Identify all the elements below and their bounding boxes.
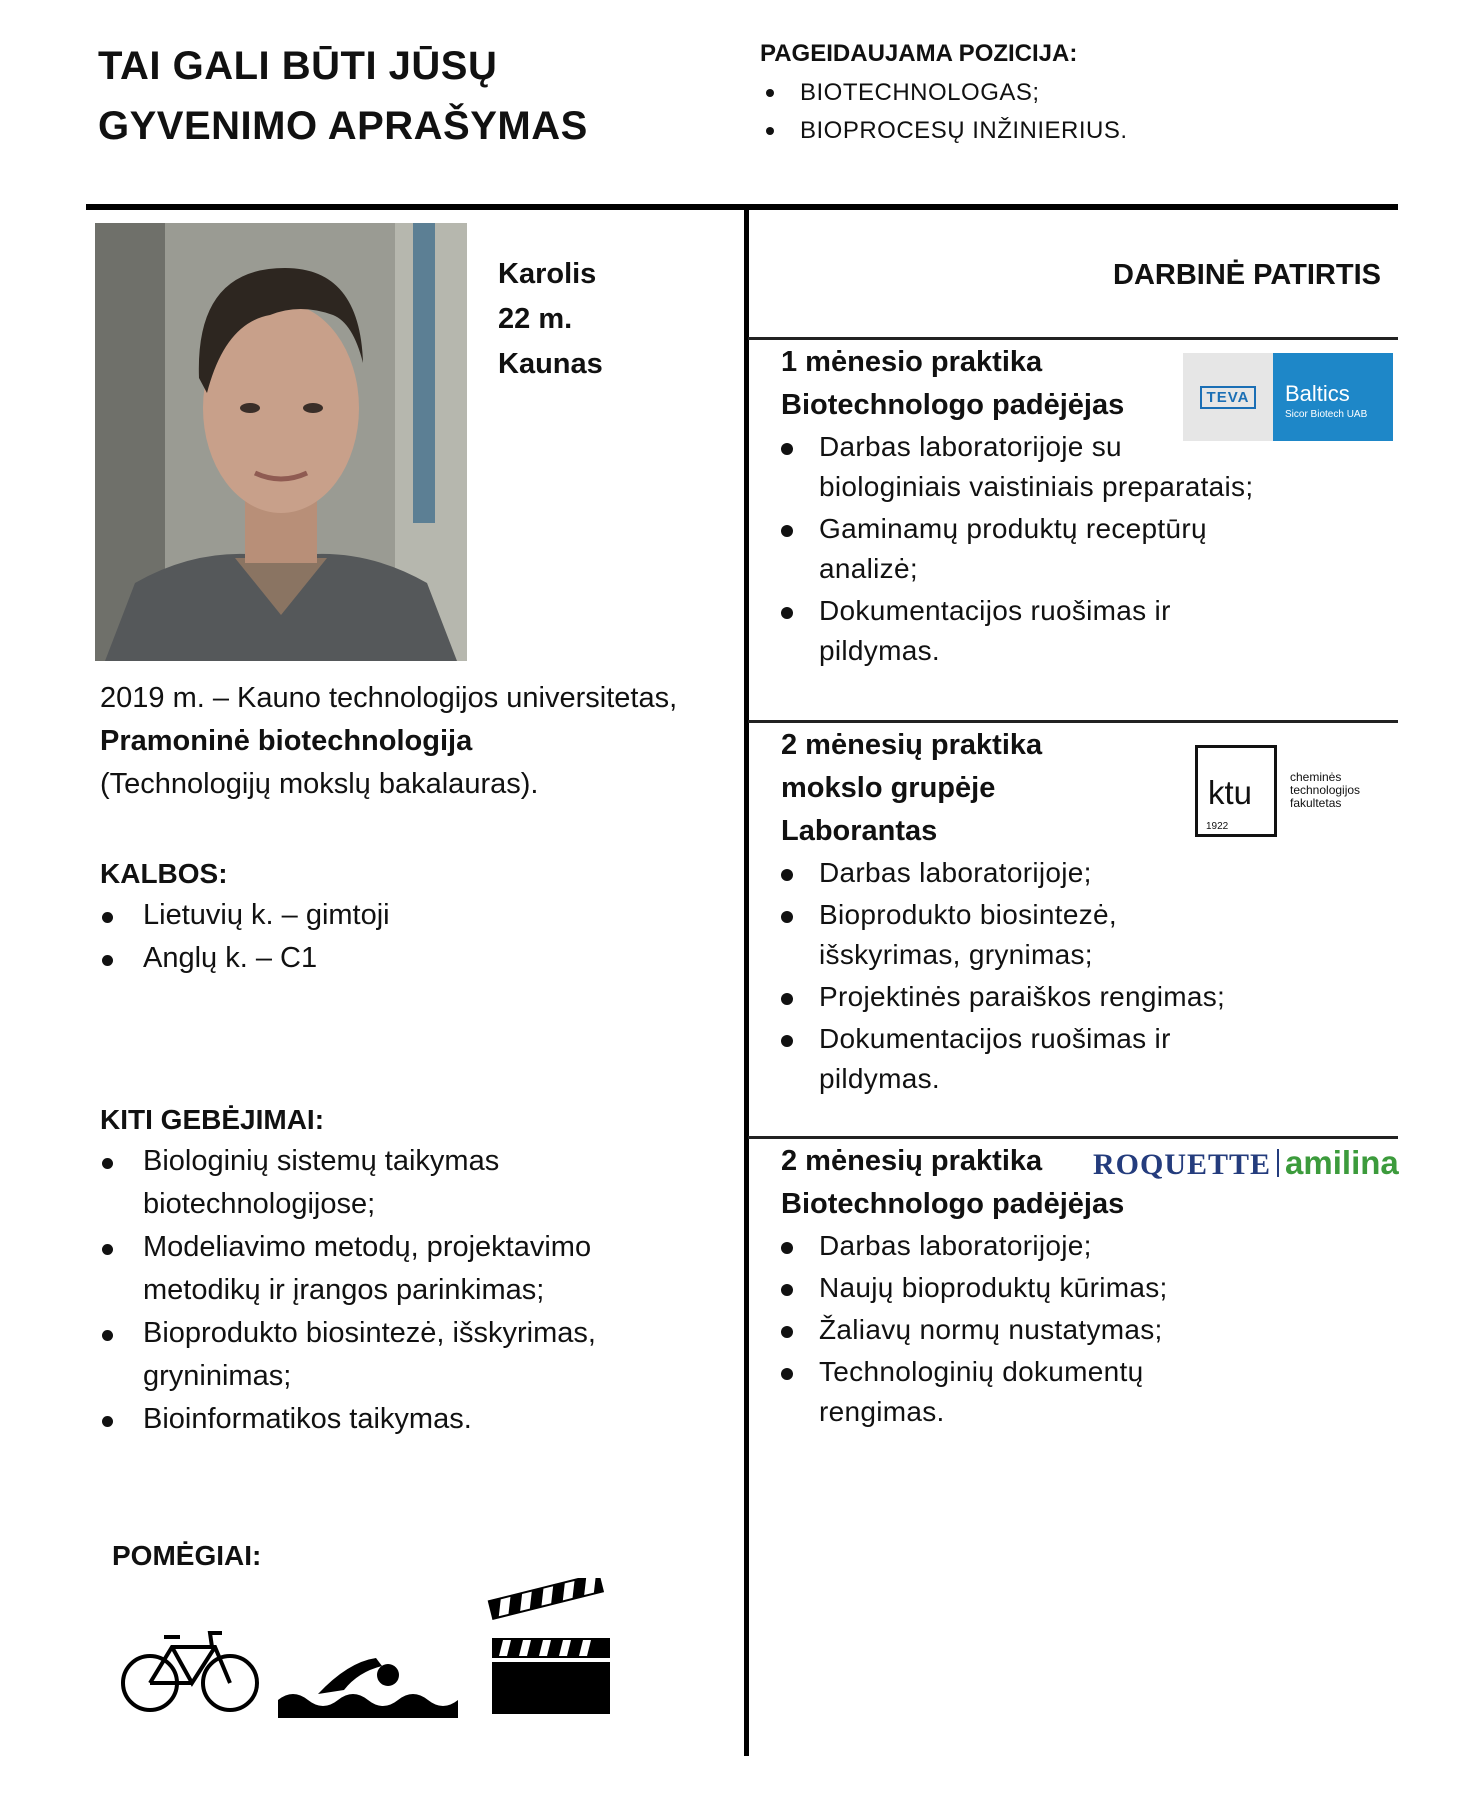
duty-text: Gaminamų produktų receptūrų bbox=[819, 513, 1207, 544]
work-experience-heading: DARBINĖ PATIRTIS bbox=[1113, 259, 1381, 291]
job-entry-roquette bbox=[781, 1140, 1401, 1434]
skills-heading: KITI GEBĖJIMAI: bbox=[100, 1104, 325, 1135]
job-duty bbox=[781, 1310, 1401, 1350]
position-item: BIOTECHNOLOGAS; bbox=[760, 74, 1320, 112]
ktu-faculty bbox=[1290, 771, 1360, 810]
languages-heading: KALBOS: bbox=[100, 858, 228, 889]
job-duty bbox=[781, 1268, 1401, 1308]
job-subtitle: mokslo grupėje bbox=[781, 772, 996, 804]
roquette-wordmark: ROQUETTE bbox=[1093, 1148, 1272, 1181]
personal-info bbox=[498, 252, 603, 387]
skill-item bbox=[100, 1398, 740, 1441]
language-item: Lietuvių k. – gimtoji bbox=[100, 894, 740, 937]
duty-text: rengimas. bbox=[819, 1396, 945, 1427]
position-item: BIOPROCESŲ INŽINIERIUS. bbox=[760, 112, 1320, 150]
baltics-wordmark: Baltics bbox=[1285, 381, 1350, 406]
job-role: Laborantas bbox=[781, 815, 938, 847]
duty-text: Naujų bioproduktų kūrimas; bbox=[819, 1272, 1168, 1303]
baltics-subtitle: Sicor Biotech UAB bbox=[1285, 409, 1368, 420]
duty-text: Darbas laboratorijoje; bbox=[819, 1230, 1092, 1261]
swimming-icon bbox=[278, 1650, 458, 1718]
duty-text: biologiniais vaistiniais preparatais; bbox=[819, 471, 1254, 502]
skill-text: gryninimas; bbox=[143, 1360, 292, 1392]
education-program: Pramoninė biotechnologija bbox=[100, 725, 473, 757]
job-duties bbox=[781, 427, 1401, 671]
duty-text: Bioprodukto biosintezė, bbox=[819, 899, 1117, 930]
ktu-year: 1922 bbox=[1206, 821, 1229, 832]
ktu-logo bbox=[1195, 745, 1380, 843]
duty-text: išskyrimas, grynimas; bbox=[819, 939, 1093, 970]
language-item: Anglų k. – C1 bbox=[100, 937, 740, 980]
duty-text: pildymas. bbox=[819, 635, 940, 666]
ktu-faculty-line: fakultetas bbox=[1290, 796, 1342, 810]
duty-text: Dokumentacijos ruošimas ir bbox=[819, 1023, 1171, 1054]
skill-item bbox=[100, 1312, 740, 1398]
skill-text: Biologinių sistemų taikymas bbox=[143, 1145, 500, 1177]
job-duties bbox=[781, 1226, 1401, 1432]
job-duty bbox=[781, 591, 1401, 671]
skills-section bbox=[100, 1100, 740, 1441]
roquette-amilina-logo bbox=[1093, 1144, 1399, 1182]
education-section bbox=[100, 677, 740, 806]
job-title: 1 mėnesio praktika bbox=[781, 346, 1043, 378]
skills-list bbox=[100, 1140, 740, 1441]
skill-text: biotechnologijose; bbox=[143, 1188, 376, 1220]
duty-text: Darbas laboratorijoje; bbox=[819, 857, 1092, 888]
skill-item bbox=[100, 1140, 740, 1226]
teva-wordmark: TEVA bbox=[1200, 386, 1257, 409]
duty-text: Technologinių dokumentų bbox=[819, 1356, 1144, 1387]
resume-title bbox=[98, 36, 658, 156]
duty-text: Žaliavų normų nustatymas; bbox=[819, 1314, 1163, 1345]
title-line-2: GYVENIMO APRAŠYMAS bbox=[98, 104, 588, 148]
job-title: 2 mėnesių praktika bbox=[781, 1145, 1043, 1177]
person-age: 22 m. bbox=[498, 303, 573, 335]
job-duty bbox=[781, 1019, 1401, 1099]
ktu-wordmark: ktu bbox=[1208, 774, 1253, 811]
job-duty bbox=[781, 895, 1401, 975]
hobbies-section bbox=[112, 1536, 261, 1576]
job-divider bbox=[748, 1136, 1398, 1139]
ktu-faculty-line: technologijos bbox=[1290, 783, 1361, 797]
person-city: Kaunas bbox=[498, 348, 603, 380]
profile-photo bbox=[95, 223, 467, 661]
education-degree: (Technologijų mokslų bakalauras). bbox=[100, 768, 539, 800]
logo-separator bbox=[1277, 1149, 1279, 1177]
languages-list bbox=[100, 894, 740, 980]
hobbies-heading: POMĖGIAI: bbox=[112, 1540, 262, 1571]
duty-text: Projektinės paraiškos rengimas; bbox=[819, 981, 1226, 1012]
job-duty bbox=[781, 509, 1401, 589]
job-duty bbox=[781, 1226, 1401, 1266]
ktu-faculty-line: cheminės bbox=[1290, 770, 1342, 784]
duty-text: pildymas. bbox=[819, 1063, 940, 1094]
languages-section bbox=[100, 854, 740, 980]
duty-text: Dokumentacijos ruošimas ir bbox=[819, 595, 1171, 626]
amilina-wordmark: amilina bbox=[1285, 1144, 1399, 1181]
job-duty bbox=[781, 853, 1401, 893]
column-divider bbox=[744, 208, 749, 1756]
desired-position-list bbox=[760, 74, 1320, 150]
skill-text: metodikų ir įrangos parinkimas; bbox=[143, 1274, 545, 1306]
skill-text: Bioprodukto biosintezė, išskyrimas, bbox=[143, 1317, 596, 1349]
job-divider bbox=[748, 720, 1398, 723]
person-name: Karolis bbox=[498, 258, 597, 290]
education-line: 2019 m. – Kauno technologijos universitetas, bbox=[100, 682, 678, 714]
job-duty bbox=[781, 977, 1401, 1017]
skill-text: Bioinformatikos taikymas. bbox=[143, 1403, 472, 1435]
title-line-1: TAI GALI BŪTI JŪSŲ bbox=[98, 44, 498, 88]
desired-position bbox=[760, 38, 1320, 150]
job-divider bbox=[748, 337, 1398, 340]
bicycle-icon bbox=[120, 1625, 260, 1715]
header-divider bbox=[86, 204, 1398, 210]
duty-text: analizė; bbox=[819, 553, 918, 584]
job-role: Biotechnologo padėjėjas bbox=[781, 389, 1125, 421]
duty-text: Darbas laboratorijoje su bbox=[819, 431, 1122, 462]
job-duties bbox=[781, 853, 1401, 1099]
skill-text: Modeliavimo metodų, projektavimo bbox=[143, 1231, 592, 1263]
teva-baltics-logo bbox=[1183, 353, 1393, 441]
job-title: 2 mėnesių praktika bbox=[781, 729, 1043, 761]
skill-item bbox=[100, 1226, 740, 1312]
job-duty bbox=[781, 1352, 1401, 1432]
clapperboard-icon bbox=[487, 1578, 617, 1716]
job-role: Biotechnologo padėjėjas bbox=[781, 1188, 1125, 1220]
desired-position-heading: PAGEIDAUJAMA POZICIJA: bbox=[760, 40, 1078, 67]
